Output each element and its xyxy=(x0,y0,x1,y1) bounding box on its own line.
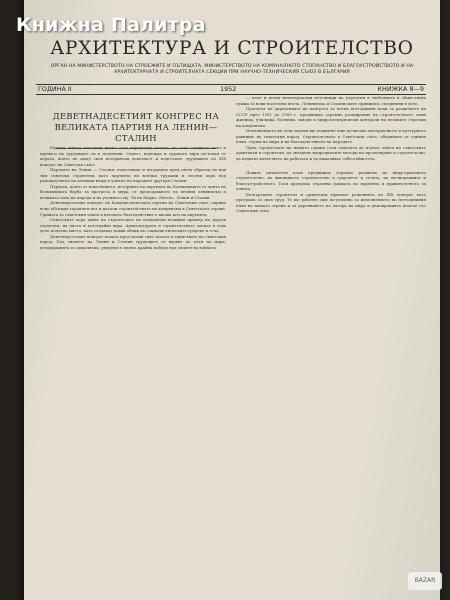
left-text-column xyxy=(40,145,226,585)
paragraph: Проектът на директивите на конгреса за петия петгодишен план за развитието на СССР през 1951 до 1955 г. предвижда огромно разширение на строителството: нови жилища, училища, болници, заводи и хидроелектрически централи на великите строежи на комунизма. xyxy=(236,106,426,128)
paragraph: Първата, която от поколението, историята на партията на Болшевиците от опита на болшевиката борба за прогреса и мира, от преподаването на вечния ленинизъм и великата сила на народа и на учението му. Тя на Маркс, Енгелс, Ленин и Сталин. xyxy=(40,183,226,200)
paragraph: Съветските хора дават на строителите на комунизма великия пример на трудов героизъм, на чиста и всеотдайна вяра. Архитектурата и строителството заемат в това дело почетно място, като създават новия облик на социалистическите градове и села. xyxy=(40,217,226,234)
year-label: ГОДИНА II xyxy=(38,85,72,93)
paragraph: Деветнадесетият конгрес показа пред целия свят силата и единството на съветския народ. Под знамето на Ленин и Сталин трудещите се вървят по пътя на мира, демокрацията и социализма, уверени в своята крайна победа над силите на войната. xyxy=(40,233,226,250)
paragraph: — поле и всеки неизчерпаеми източници на учредени в свободната и обществена грижа за нови населени места. Ленинизма и Сталинските принципи, съединени в дело. xyxy=(236,95,426,106)
journal-title: АРХИТЕКТУРА И СТРОИТЕЛСТВО xyxy=(50,38,414,59)
corner-logo: BAZAR xyxy=(408,572,442,590)
article-heading xyxy=(42,111,230,149)
article-title: ДЕВЕТНАДЕСЕТИЯТ КОНГРЕС НА ВЕЛИКАТА ПАРТИЯ НА ЛЕНИН—СТАЛИН xyxy=(52,111,220,143)
issue-info-bar xyxy=(36,84,426,95)
paragraph: Деветнадесетият конгрес на Комунистическата партия на Съветския съюз, опряна ясно обсъжда героичен път и насочи строителството на комунизма в Съветската страна. Грижата за съветския човек и неговото благоденствие е висша цел на партията. xyxy=(40,200,226,217)
paragraph: Новият пятилетен план предвижда огромно развитие на индустриалното строителство, на жилищното строителство в градовете и селата, на мелиорациите и благоустройството. Тази програма отразява грижата на партията и правителството за човека. xyxy=(236,169,426,192)
store-watermark: Книжна Палитра xyxy=(16,14,206,36)
issue-book-number: КНИЖКА 8—9 xyxy=(377,85,424,93)
paragraph: Партията на Ленин — Сталин, подготвила и изградила пред света образец на нов тип съветски строители, като партията на всички трудащи и честни хора под ръководството на великия вожд и учител на народите другаря Сталин. xyxy=(40,167,226,184)
journal-page xyxy=(24,0,440,600)
paragraph: Изпълнението на тези задачи ще повдигне още по-високо материалното и културното равнище на съветския народ. Строителството в Съветския съюз, обединено от единен план, служи на мира и на благоденствието на народите. xyxy=(236,128,426,145)
column-spacer xyxy=(236,162,426,170)
issue-year: 1952 xyxy=(220,85,237,93)
paragraph: Българските строители и архитекти приемат решенията на XIX конгрес като програма за своя труд. Те ще работят още по-усилено за изпълнението на петгодишния план на нашата страна и за укрепването на лагера на мира и демокрацията начело със Съветския съюз. xyxy=(236,191,426,214)
right-text-column xyxy=(236,95,426,585)
paragraph: Едикън, някои значения ниско села впредпади могнат, не само стъпваха имат и пренаса на трудащите си в подемени. Съвест, надежда и здравата вяра по-всеки от хората, които не щаде своя ветерански девотност и подготвен, трудящите по ХIХ конгрес на Съветски съюз. xyxy=(40,145,226,167)
masthead xyxy=(34,38,430,76)
publisher-line: ОРГАН НА МИНИСТЕРСТВОТО НА СТРОЕЖИТЕ И ПЪТИЩАТА, МИНИСТЕРСТВОТО НА КОМУНАЛНОТО СТОПАНСТВО И БЛАГОУСТРОЙСТВОТО И НА АРХИТЕКТУРНАТА И СТРОИТЕЛНАТА СЕКЦИИ ПРИ НАУЧНО-ТЕХНИЧЕСКИЯ СЪЮЗ В БЪЛГАРИЯ xyxy=(50,64,414,76)
paragraph: Пред строителите на нашата страна стои задачата да изучат опита на съветските архитекти и строители, да овладеят напредналите методи на проектиране и строителство, да издигат качеството на работата и да намаляват себестойността. xyxy=(236,144,426,162)
